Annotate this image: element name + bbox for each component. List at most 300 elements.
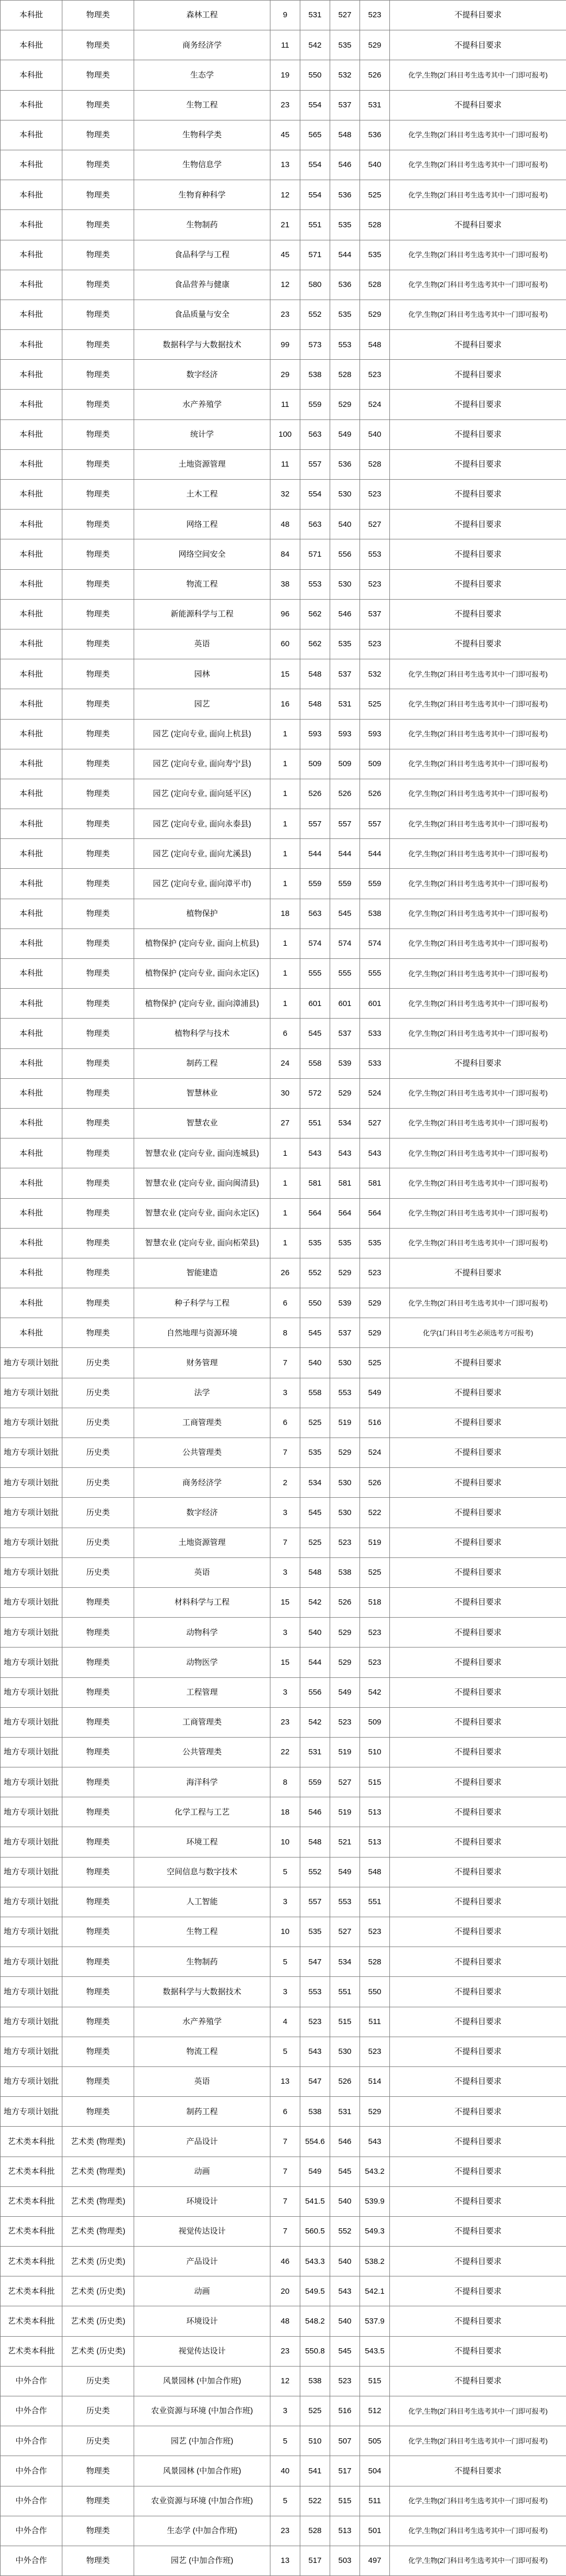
cell-requirement: 不提科目要求: [390, 1947, 566, 1977]
table-row: [1, 1977, 566, 2007]
table-row: [1, 1198, 566, 1228]
cell-major: 园林: [134, 659, 270, 689]
cell-avg: 516: [360, 1408, 390, 1438]
cell-max: 581: [300, 1168, 330, 1198]
cell-plan: 10: [270, 1917, 300, 1947]
cell-batch: 本科批: [1, 210, 62, 240]
cell-plan: 1: [270, 1198, 300, 1228]
cell-max: 542: [300, 1707, 330, 1737]
cell-min: 601: [330, 989, 360, 1019]
cell-min: 537: [330, 1318, 360, 1348]
cell-avg: 539.9: [360, 2186, 390, 2216]
cell-batch: 本科批: [1, 1168, 62, 1198]
cell-batch: 本科批: [1, 120, 62, 150]
cell-category: 物理类: [62, 1797, 134, 1827]
cell-major: 智慧农业 (定向专业, 面向闽清县): [134, 1168, 270, 1198]
cell-category: 历史类: [62, 2396, 134, 2426]
cell-requirement: 化学,生物(2门科目考生选考其中一门即可报考): [390, 719, 566, 749]
cell-requirement: 不提科目要求: [390, 599, 566, 629]
cell-major: 园艺 (定向专业, 面向延平区): [134, 779, 270, 809]
cell-min: 543: [330, 2276, 360, 2306]
table-row: [1, 809, 566, 839]
table-row: [1, 1648, 566, 1677]
cell-plan: 23: [270, 300, 300, 329]
cell-requirement: 不提科目要求: [390, 2066, 566, 2096]
cell-avg: 533: [360, 1019, 390, 1048]
cell-major: 生态学: [134, 60, 270, 90]
cell-min: 529: [330, 1258, 360, 1288]
cell-category: 艺术类 (历史类): [62, 2247, 134, 2276]
cell-min: 544: [330, 839, 360, 869]
cell-category: 物理类: [62, 1737, 134, 1767]
table-row: [1, 2426, 566, 2456]
cell-requirement: 不提科目要求: [390, 2157, 566, 2186]
cell-category: 物理类: [62, 959, 134, 989]
cell-category: 物理类: [62, 1947, 134, 1977]
cell-batch: 本科批: [1, 60, 62, 90]
cell-requirement: 化学,生物(2门科目考生选考其中一门即可报考): [390, 150, 566, 180]
cell-min: 530: [330, 480, 360, 510]
cell-max: 563: [300, 510, 330, 539]
cell-max: 526: [300, 779, 330, 809]
cell-max: 563: [300, 419, 330, 449]
cell-batch: 本科批: [1, 749, 62, 779]
cell-avg: 525: [360, 1348, 390, 1378]
cell-plan: 3: [270, 1378, 300, 1408]
cell-min: 529: [330, 1438, 360, 1468]
cell-min: 531: [330, 2097, 360, 2127]
cell-major: 英语: [134, 2066, 270, 2096]
cell-plan: 60: [270, 629, 300, 659]
cell-requirement: 不提科目要求: [390, 2097, 566, 2127]
cell-category: 物理类: [62, 419, 134, 449]
table-row: [1, 2546, 566, 2575]
cell-min: 521: [330, 1827, 360, 1857]
cell-batch: 地方专项计划批: [1, 1378, 62, 1408]
cell-batch: 本科批: [1, 1288, 62, 1318]
cell-min: 519: [330, 1797, 360, 1827]
cell-avg: 533: [360, 1048, 390, 1078]
cell-max: 543: [300, 1138, 330, 1168]
cell-avg: 509: [360, 749, 390, 779]
cell-batch: 地方专项计划批: [1, 1468, 62, 1498]
cell-plan: 1: [270, 1138, 300, 1168]
cell-avg: 526: [360, 1468, 390, 1498]
cell-batch: 地方专项计划批: [1, 1947, 62, 1977]
cell-major: 人工智能: [134, 1887, 270, 1917]
cell-category: 物理类: [62, 1228, 134, 1258]
cell-major: 园艺 (中加合作班): [134, 2546, 270, 2575]
cell-max: 542: [300, 30, 330, 60]
cell-batch: 地方专项计划批: [1, 1618, 62, 1648]
cell-category: 艺术类 (物理类): [62, 2216, 134, 2246]
table-row: [1, 449, 566, 479]
cell-plan: 3: [270, 1887, 300, 1917]
cell-requirement: 不提科目要求: [390, 1648, 566, 1677]
cell-batch: 本科批: [1, 539, 62, 569]
cell-avg: 523: [360, 1648, 390, 1677]
cell-plan: 48: [270, 510, 300, 539]
cell-category: 物理类: [62, 779, 134, 809]
cell-major: 数据科学与大数据技术: [134, 330, 270, 360]
cell-batch: 本科批: [1, 809, 62, 839]
cell-max: 535: [300, 1438, 330, 1468]
cell-batch: 本科批: [1, 1138, 62, 1168]
cell-plan: 3: [270, 2396, 300, 2426]
cell-avg: 511: [360, 2486, 390, 2516]
cell-batch: 中外合作: [1, 2516, 62, 2546]
cell-plan: 5: [270, 1947, 300, 1977]
cell-requirement: 化学,生物(2门科目考生选考其中一门即可报考): [390, 2516, 566, 2546]
cell-category: 历史类: [62, 1438, 134, 1468]
cell-min: 540: [330, 2186, 360, 2216]
cell-requirement: 化学,生物(2门科目考生选考其中一门即可报考): [390, 839, 566, 869]
cell-major: 制药工程: [134, 2097, 270, 2127]
cell-requirement: 化学,生物(2门科目考生选考其中一门即可报考): [390, 1288, 566, 1318]
cell-category: 物理类: [62, 1887, 134, 1917]
table-row: [1, 2276, 566, 2306]
cell-plan: 13: [270, 2066, 300, 2096]
cell-max: 574: [300, 928, 330, 958]
cell-category: 历史类: [62, 2426, 134, 2456]
table-row: [1, 2247, 566, 2276]
cell-batch: 艺术类本科批: [1, 2127, 62, 2157]
cell-category: 历史类: [62, 1498, 134, 1528]
cell-max: 551: [300, 1108, 330, 1138]
cell-major: 商务经济学: [134, 30, 270, 60]
table-row: [1, 120, 566, 150]
cell-avg: 548: [360, 330, 390, 360]
cell-category: 历史类: [62, 1378, 134, 1408]
cell-max: 535: [300, 1917, 330, 1947]
cell-batch: 地方专项计划批: [1, 1557, 62, 1587]
cell-batch: 本科批: [1, 629, 62, 659]
cell-batch: 中外合作: [1, 2426, 62, 2456]
cell-min: 519: [330, 1408, 360, 1438]
cell-batch: 地方专项计划批: [1, 1797, 62, 1827]
cell-batch: 本科批: [1, 599, 62, 629]
cell-category: 物理类: [62, 989, 134, 1019]
cell-batch: 本科批: [1, 1048, 62, 1078]
cell-major: 园艺 (中加合作班): [134, 2426, 270, 2456]
cell-avg: 518: [360, 1587, 390, 1617]
cell-major: 产品设计: [134, 2127, 270, 2157]
cell-min: 530: [330, 1468, 360, 1498]
cell-major: 网络空间安全: [134, 539, 270, 569]
cell-category: 物理类: [62, 1318, 134, 1348]
cell-avg: 543: [360, 1138, 390, 1168]
cell-plan: 99: [270, 330, 300, 360]
cell-batch: 本科批: [1, 1108, 62, 1138]
cell-plan: 6: [270, 1288, 300, 1318]
cell-requirement: 不提科目要求: [390, 1707, 566, 1737]
cell-major: 智慧农业 (定向专业, 面向连城县): [134, 1138, 270, 1168]
table-row: [1, 599, 566, 629]
cell-category: 物理类: [62, 2516, 134, 2546]
cell-min: 553: [330, 1887, 360, 1917]
cell-category: 物理类: [62, 839, 134, 869]
cell-plan: 15: [270, 659, 300, 689]
cell-category: 物理类: [62, 749, 134, 779]
cell-plan: 18: [270, 1797, 300, 1827]
cell-avg: 540: [360, 419, 390, 449]
table-row: [1, 300, 566, 329]
cell-major: 新能源科学与工程: [134, 599, 270, 629]
cell-avg: 512: [360, 2396, 390, 2426]
cell-batch: 艺术类本科批: [1, 2336, 62, 2366]
cell-category: 物理类: [62, 1198, 134, 1228]
cell-category: 艺术类 (物理类): [62, 2186, 134, 2216]
cell-plan: 16: [270, 689, 300, 719]
cell-category: 物理类: [62, 1618, 134, 1648]
cell-plan: 11: [270, 449, 300, 479]
cell-avg: 529: [360, 1288, 390, 1318]
cell-category: 物理类: [62, 2456, 134, 2486]
table-row: [1, 1, 566, 30]
cell-category: 物理类: [62, 1857, 134, 1887]
cell-min: 523: [330, 2366, 360, 2396]
cell-major: 生物工程: [134, 1917, 270, 1947]
cell-plan: 20: [270, 2276, 300, 2306]
cell-category: 物理类: [62, 1019, 134, 1048]
cell-batch: 地方专项计划批: [1, 1348, 62, 1378]
cell-category: 物理类: [62, 539, 134, 569]
cell-max: 549: [300, 2157, 330, 2186]
cell-major: 植物科学与技术: [134, 1019, 270, 1048]
cell-plan: 9: [270, 1, 300, 30]
cell-min: 548: [330, 120, 360, 150]
cell-requirement: 不提科目要求: [390, 1468, 566, 1498]
cell-batch: 中外合作: [1, 2546, 62, 2575]
cell-min: 546: [330, 150, 360, 180]
cell-avg: 501: [360, 2516, 390, 2546]
cell-avg: 505: [360, 2426, 390, 2456]
cell-batch: 艺术类本科批: [1, 2247, 62, 2276]
cell-plan: 23: [270, 90, 300, 120]
cell-avg: 549: [360, 1378, 390, 1408]
cell-category: 历史类: [62, 1528, 134, 1557]
cell-avg: 535: [360, 240, 390, 270]
cell-min: 549: [330, 1677, 360, 1707]
table-row: [1, 390, 566, 419]
cell-major: 生物科学类: [134, 120, 270, 150]
cell-requirement: 化学,生物(2门科目考生选考其中一门即可报考): [390, 2486, 566, 2516]
cell-batch: 地方专项计划批: [1, 1737, 62, 1767]
cell-batch: 地方专项计划批: [1, 1648, 62, 1677]
cell-max: 593: [300, 719, 330, 749]
cell-batch: 本科批: [1, 449, 62, 479]
cell-avg: 593: [360, 719, 390, 749]
cell-min: 516: [330, 2396, 360, 2426]
cell-batch: 本科批: [1, 989, 62, 1019]
table-row: [1, 779, 566, 809]
cell-batch: 地方专项计划批: [1, 2007, 62, 2037]
cell-avg: 537: [360, 599, 390, 629]
table-row: [1, 419, 566, 449]
table-row: [1, 240, 566, 270]
cell-requirement: 化学,生物(2门科目考生选考其中一门即可报考): [390, 869, 566, 899]
cell-major: 食品营养与健康: [134, 270, 270, 300]
cell-batch: 本科批: [1, 959, 62, 989]
cell-category: 物理类: [62, 270, 134, 300]
cell-category: 历史类: [62, 1408, 134, 1438]
cell-min: 535: [330, 210, 360, 240]
cell-requirement: 化学,生物(2门科目考生选考其中一门即可报考): [390, 300, 566, 329]
table-row: [1, 330, 566, 360]
cell-category: 物理类: [62, 1168, 134, 1198]
cell-batch: 本科批: [1, 270, 62, 300]
cell-max: 554: [300, 180, 330, 210]
table-row: [1, 2456, 566, 2486]
cell-major: 园艺 (定向专业, 面向上杭县): [134, 719, 270, 749]
cell-min: 529: [330, 390, 360, 419]
table-row: [1, 1168, 566, 1198]
cell-avg: 513: [360, 1827, 390, 1857]
cell-major: 物流工程: [134, 2037, 270, 2066]
cell-major: 园艺 (定向专业, 面向漳平市): [134, 869, 270, 899]
cell-plan: 26: [270, 1258, 300, 1288]
cell-batch: 艺术类本科批: [1, 2186, 62, 2216]
cell-requirement: 不提科目要求: [390, 1827, 566, 1857]
cell-category: 历史类: [62, 2366, 134, 2396]
cell-category: 物理类: [62, 1048, 134, 1078]
cell-max: 550: [300, 60, 330, 90]
cell-requirement: 化学,生物(2门科目考生选考其中一门即可报考): [390, 809, 566, 839]
cell-category: 物理类: [62, 60, 134, 90]
cell-category: 物理类: [62, 390, 134, 419]
cell-min: 549: [330, 419, 360, 449]
table-row: [1, 1378, 566, 1408]
cell-requirement: 不提科目要求: [390, 2186, 566, 2216]
cell-min: 536: [330, 270, 360, 300]
table-row: [1, 210, 566, 240]
table-row: [1, 360, 566, 390]
cell-requirement: 不提科目要求: [390, 1498, 566, 1528]
table-row: [1, 869, 566, 899]
cell-avg: 543: [360, 2127, 390, 2157]
cell-batch: 本科批: [1, 240, 62, 270]
cell-max: 543: [300, 2037, 330, 2066]
cell-min: 537: [330, 659, 360, 689]
cell-plan: 21: [270, 210, 300, 240]
cell-requirement: 不提科目要求: [390, 2306, 566, 2336]
cell-category: 物理类: [62, 689, 134, 719]
cell-category: 物理类: [62, 2097, 134, 2127]
cell-batch: 中外合作: [1, 2486, 62, 2516]
cell-plan: 38: [270, 569, 300, 599]
cell-major: 水产养殖学: [134, 2007, 270, 2037]
cell-major: 生物工程: [134, 90, 270, 120]
cell-requirement: 不提科目要求: [390, 2366, 566, 2396]
cell-major: 生态学 (中加合作班): [134, 2516, 270, 2546]
cell-requirement: 不提科目要求: [390, 539, 566, 569]
cell-batch: 地方专项计划批: [1, 1977, 62, 2007]
cell-batch: 本科批: [1, 390, 62, 419]
cell-batch: 本科批: [1, 1318, 62, 1348]
cell-plan: 1: [270, 809, 300, 839]
cell-category: 物理类: [62, 480, 134, 510]
cell-category: 艺术类 (物理类): [62, 2157, 134, 2186]
cell-avg: 519: [360, 1528, 390, 1557]
cell-major: 农业资源与环境 (中加合作班): [134, 2486, 270, 2516]
table-row: [1, 569, 566, 599]
cell-major: 工商管理类: [134, 1408, 270, 1438]
cell-plan: 23: [270, 2336, 300, 2366]
cell-batch: 地方专项计划批: [1, 1767, 62, 1797]
cell-category: 物理类: [62, 1677, 134, 1707]
cell-plan: 7: [270, 2127, 300, 2157]
cell-batch: 中外合作: [1, 2456, 62, 2486]
table-row: [1, 2396, 566, 2426]
cell-avg: 522: [360, 1498, 390, 1528]
cell-avg: 523: [360, 1, 390, 30]
cell-max: 544: [300, 1648, 330, 1677]
cell-requirement: 不提科目要求: [390, 360, 566, 390]
cell-min: 507: [330, 2426, 360, 2456]
cell-major: 土地资源管理: [134, 1528, 270, 1557]
cell-min: 537: [330, 90, 360, 120]
cell-min: 515: [330, 2486, 360, 2516]
cell-requirement: 化学,生物(2门科目考生选考其中一门即可报考): [390, 1138, 566, 1168]
cell-max: 562: [300, 599, 330, 629]
cell-avg: 524: [360, 390, 390, 419]
cell-max: 556: [300, 1677, 330, 1707]
cell-plan: 7: [270, 1438, 300, 1468]
table-row: [1, 2037, 566, 2066]
cell-min: 534: [330, 1108, 360, 1138]
cell-batch: 中外合作: [1, 2366, 62, 2396]
table-row: [1, 1737, 566, 1767]
table-row: [1, 2127, 566, 2157]
cell-max: 559: [300, 390, 330, 419]
cell-plan: 29: [270, 360, 300, 390]
cell-requirement: 化学,生物(2门科目考生选考其中一门即可报考): [390, 60, 566, 90]
cell-major: 数字经济: [134, 360, 270, 390]
cell-min: 544: [330, 240, 360, 270]
cell-plan: 1: [270, 779, 300, 809]
cell-min: 538: [330, 1557, 360, 1587]
cell-requirement: 不提科目要求: [390, 330, 566, 360]
cell-category: 物理类: [62, 719, 134, 749]
cell-category: 物理类: [62, 1, 134, 30]
cell-plan: 48: [270, 2306, 300, 2336]
cell-requirement: 化学,生物(2门科目考生选考其中一门即可报考): [390, 2546, 566, 2575]
cell-requirement: 化学,生物(2门科目考生选考其中一门即可报考): [390, 779, 566, 809]
cell-major: 植物保护 (定向专业, 面向上杭县): [134, 928, 270, 958]
cell-max: 542: [300, 1587, 330, 1617]
cell-requirement: 不提科目要求: [390, 1887, 566, 1917]
cell-category: 物理类: [62, 90, 134, 120]
cell-avg: 510: [360, 1737, 390, 1767]
cell-min: 517: [330, 2456, 360, 2486]
cell-requirement: 不提科目要求: [390, 629, 566, 659]
cell-category: 物理类: [62, 2007, 134, 2037]
cell-requirement: 化学,生物(2门科目考生选考其中一门即可报考): [390, 749, 566, 779]
cell-max: 554: [300, 90, 330, 120]
table-row: [1, 1528, 566, 1557]
cell-major: 土地资源管理: [134, 449, 270, 479]
cell-major: 植物保护 (定向专业, 面向漳浦县): [134, 989, 270, 1019]
cell-avg: 525: [360, 1557, 390, 1587]
cell-avg: 514: [360, 2066, 390, 2096]
cell-avg: 523: [360, 1258, 390, 1288]
cell-batch: 本科批: [1, 1198, 62, 1228]
table-row: [1, 1468, 566, 1498]
cell-batch: 艺术类本科批: [1, 2306, 62, 2336]
cell-category: 物理类: [62, 1827, 134, 1857]
cell-category: 物理类: [62, 869, 134, 899]
cell-requirement: 不提科目要求: [390, 510, 566, 539]
